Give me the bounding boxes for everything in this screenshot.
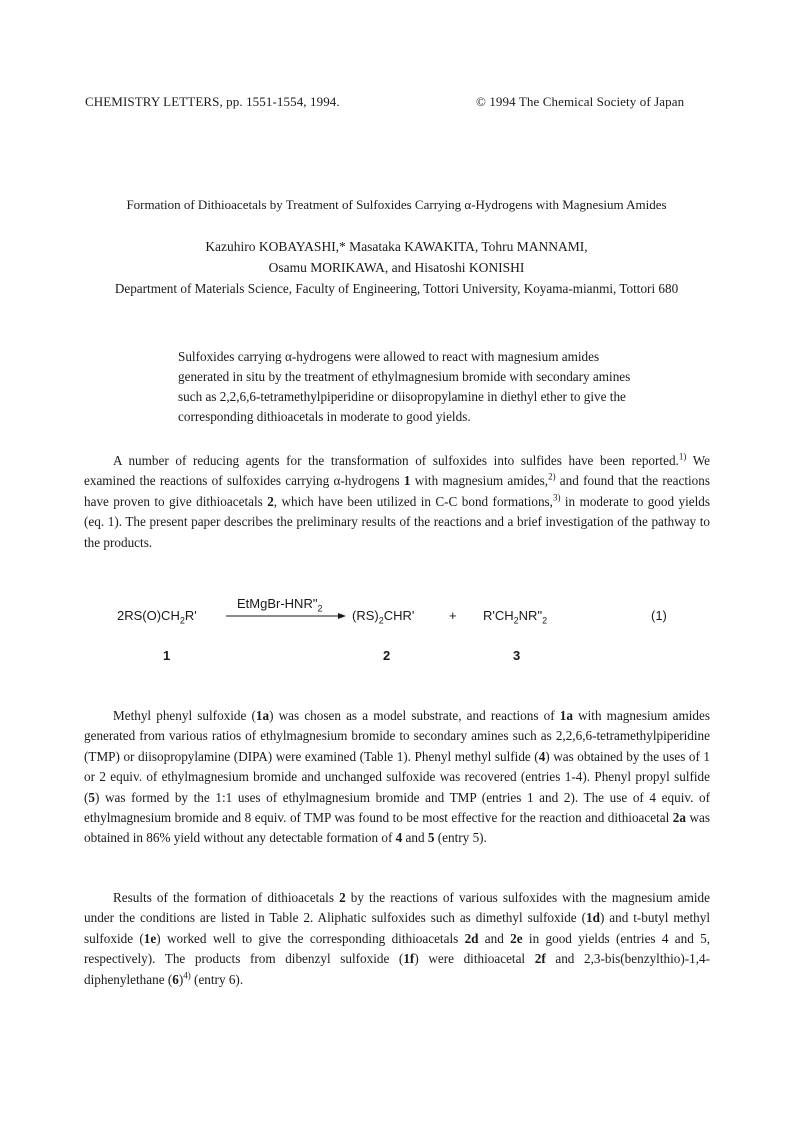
intro-paragraph: A number of reducing agents for the transformation of sulfoxides into sulfides have been reported.$^{1)}$ We examined the reactions of sulfoxides carrying α-hydrogens 1 with magnesium amides,$^{2)}$ and found that the reactions have proven to give dithioacetals 2, which have been utilized in C-C bond formations,$^{3)}$ in moderate to good yields (eq. 1). The present paper describes the preliminary results of the reactions and a brief investigation of the pathway to the products. [84, 451, 710, 550]
compound-ref: 2 [267, 493, 274, 509]
product-amine: $R'CH_2NR"_2$ [483, 608, 548, 626]
paper-title: Formation of Dithioacetals by Treatment of Sulfoxides Carrying α-Hydrogens with Magnesium Amides [126, 197, 667, 212]
reaction-arrow-icon [226, 612, 346, 620]
ref-2: 2) [548, 472, 556, 483]
compound-label-3: 3 [513, 648, 521, 663]
copyright-notice: © 1994 The Chemical Society of Japan [476, 94, 685, 109]
ref-3: 3) [552, 492, 561, 503]
body-paragraph-results-table1: Methyl phenyl sulfoxide (1a) was chosen as a model substrate, and reactions of 1a with magnesium amides generated from various ratios of ethylmagnesium bromide to secondary amines such as 2,2,6,6-tetramethylpiperidine (TMP) or diisopropylamine (DIPA) were examined (Table 1). Phenyl methyl sulfide (4) was obtained by the uses of 1 or 2 equiv. of ethylmagnesium bromide and unchanged sulfoxide was recovered (entries 1-4). Phenyl propyl sulfide (5) was formed by the 1:1 uses of ethylmagnesium bromide and TMP (entries 1 and 2). The use of 4 equiv. of ethylmagnesium bromide and 8 equiv. of TMP was found to be most effective for the reaction and dithioacetal 2a was obtained in 86% yield without any detectable formation of 4 and 5 (entry 5). [84, 708, 710, 846]
author-line-2: Osamu MORIKAWA, and Hisatoshi KONISHI [268, 260, 525, 275]
ref-4: 4) [183, 970, 191, 981]
journal-header: CHEMISTRY LETTERS, pp. 1551-1554, 1994. [85, 94, 340, 109]
plus-sign: + [449, 608, 457, 623]
compound-label-2: 2 [383, 648, 391, 663]
compound-ref: 1 [403, 473, 411, 489]
affiliation: Department of Materials Science, Faculty of Engineering, Tottori University, Koyama-mianmi, Tottori 680 [114, 281, 679, 296]
abstract: Sulfoxides carrying α-hydrogens were allowed to react with magnesium amides generated in situ by the treatment of ethylmagnesium bromide with secondary amines such as 2,2,6,6-tetramethylpiperidine or diisopropylamine in diethyl ether to give the corresponding dithioacetals in moderate to good yields. [178, 349, 631, 424]
reaction-reagent: EtMgBr-$HNR"_2$ [237, 596, 323, 614]
reactant: $2RS(O)CH_2R'$ [117, 608, 197, 626]
compound-label-1: 1 [163, 648, 171, 663]
body-paragraph-results-table2: Results of the formation of dithioacetals 2 by the reactions of various sulfoxides with the magnesium amide under the conditions are listed in Table 2. Aliphatic sulfoxides such as dimethyl sulfoxide (1d) and t-butyl methyl sulfoxide (1e) worked well to give the corresponding dithioacetals 2d and 2e in good yields (entries 4 and 5, respectively). The products from dibenzyl sulfoxide (1f) were dithioacetal 2f and 2,3-bis(benzylthio)-1,4-diphenylethane $(6)^{4)}$ (entry 6). [84, 890, 711, 987]
ref-1: 1) [678, 451, 687, 462]
equation-number: (1) [651, 608, 667, 623]
author-line-1: Kazuhiro KOBAYASHI,* Masataka KAWAKITA, Tohru MANNAMI, [205, 239, 588, 254]
product-dithioacetal: $(RS)_2CHR'$ [352, 608, 415, 626]
